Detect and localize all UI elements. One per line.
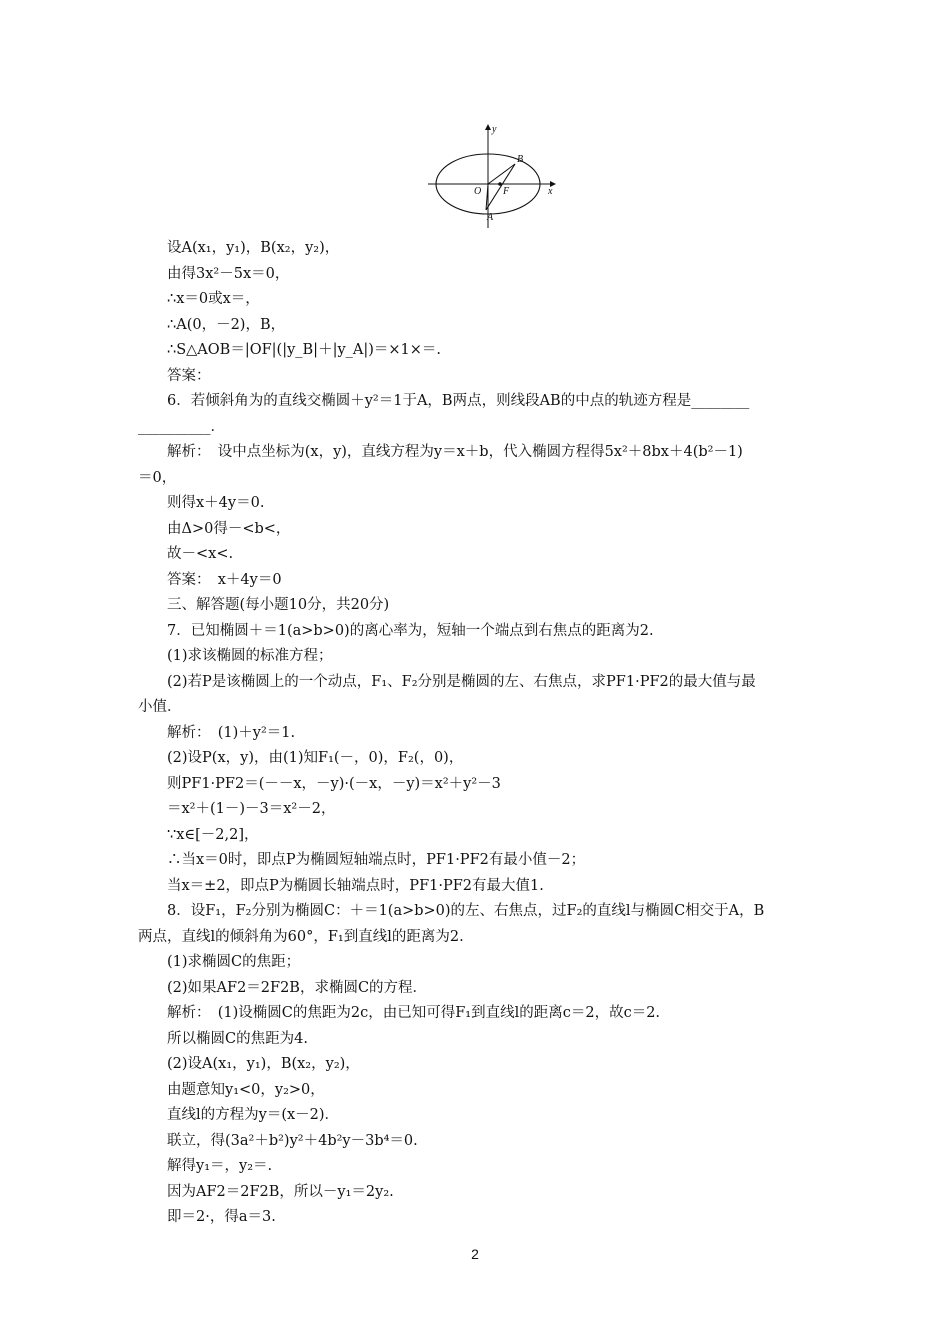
text-line: 则得x＋4y＝0. <box>167 495 265 511</box>
text-line: __________． <box>138 418 225 435</box>
question-6: 6．若倾斜角为的直线交椭圆＋y²＝1于A，B两点，则线段AB的中点的轨迹方程是________ <box>167 393 750 409</box>
answer-label: 答案： x＋4y＝0 <box>167 571 282 588</box>
text-line: (1)求椭圆C的焦距； <box>167 954 301 970</box>
text-line: 直线l的方程为y＝(x－2)． <box>167 1107 340 1123</box>
segment-ob <box>488 164 515 184</box>
text-line: 当x＝±2，即点P为椭圆长轴端点时，PF1·PF2有最大值1. <box>167 877 544 894</box>
text-line: ＝x²＋(1－)－3＝x²－2， <box>167 801 336 817</box>
text-line: 因为AF2＝2F2B，所以－y₁＝2y₂. <box>167 1183 394 1200</box>
solution-label: 解析： (1)＋y²＝1. <box>167 724 296 741</box>
point-a-label: A <box>487 212 494 223</box>
point-f-label: F <box>503 186 510 197</box>
text-line: 小值． <box>138 699 182 715</box>
question-8: 8．设F₁，F₂分别为椭圆C：＋＝1(a>b>0)的左、右焦点，过F₂的直线l与椭圆C相交于A，B <box>167 903 765 919</box>
text-line: ∵x∈[－2,2]， <box>167 826 259 843</box>
text-line: 设A(x₁，y₁)，B(x₂，y₂)， <box>167 240 340 256</box>
solution-label: 解析： (1)设椭圆C的焦距为2c，由已知可得F₁到直线l的距离c＝2，故c＝2. <box>167 1005 661 1021</box>
x-axis-label: x <box>548 186 553 197</box>
text-line: (2)设A(x₁，y₁)，B(x₂，y₂)， <box>167 1056 360 1072</box>
y-axis-arrow <box>485 124 491 130</box>
text-line: 则PF1·PF2＝(－－x，－y)·(－x，－y)＝x²＋y²－3 <box>167 775 501 792</box>
text-line: 两点，直线l的倾斜角为60°，F₁到直线l的距离为2. <box>138 928 464 945</box>
text-line: 解得y₁＝，y₂＝. <box>167 1158 273 1174</box>
chord-ab <box>486 164 515 210</box>
answer-label: 答案： <box>167 367 211 384</box>
text-line: 由得3x²－5x＝0， <box>167 265 290 282</box>
ellipse-diagram <box>428 122 560 230</box>
text-line: 联立，得(3a²＋b²)y²＋4b²y－3b⁴＝0. <box>167 1132 418 1149</box>
text-line: 所以椭圆C的焦距为4. <box>167 1030 308 1047</box>
solution-label: 解析： 设中点坐标为(x，y)，直线方程为y＝x＋b，代入椭圆方程得5x²＋8bx＋4(b²－1) <box>167 444 743 460</box>
text-line: 由Δ>0得－<b<， <box>167 520 291 537</box>
text-line: ＝0， <box>138 469 177 486</box>
text-line: 故－<x<. <box>167 546 234 562</box>
text-line: 由题意知y₁<0，y₂>0， <box>167 1081 325 1098</box>
text-line: 即＝2·，得a＝3. <box>167 1209 276 1225</box>
ellipse-figure <box>428 122 560 230</box>
text-line: (1)求该椭圆的标准方程； <box>167 648 333 664</box>
section-heading: 三、解答题(每小题10分，共20分) <box>167 597 390 613</box>
text-line: ∴x＝0或x＝， <box>167 291 260 307</box>
text-line: ∴当x＝0时，即点P为椭圆短轴端点时，PF1·PF2有最小值－2； <box>167 852 586 868</box>
y-axis-label: y <box>492 124 497 135</box>
focus-point <box>498 182 502 186</box>
text-line: (2)如果AF2＝2F2B，求椭圆C的方程． <box>167 979 428 996</box>
text-line: (2)设P(x，y)，由(1)知F₁(－，0)，F₂(，0)， <box>167 750 464 766</box>
document-body <box>138 236 818 1231</box>
text-line: ∴A(0，－2)，B， <box>167 316 286 333</box>
page-number: 2 <box>471 1246 479 1262</box>
text-line: (2)若P是该椭圆上的一个动点，F₁、F₂分别是椭圆的左、右焦点，求PF1·PF2的最大值与最 <box>167 673 756 690</box>
question-7: 7．已知椭圆＋＝1(a>b>0)的离心率为，短轴一个端点到右焦点的距离为2. <box>167 622 654 639</box>
point-b-label: B <box>517 154 524 165</box>
origin-label: O <box>474 186 482 197</box>
text-line: ∴S△AOB＝|OF|(|y_B|＋|y_A|)＝×1×＝. <box>167 342 442 358</box>
